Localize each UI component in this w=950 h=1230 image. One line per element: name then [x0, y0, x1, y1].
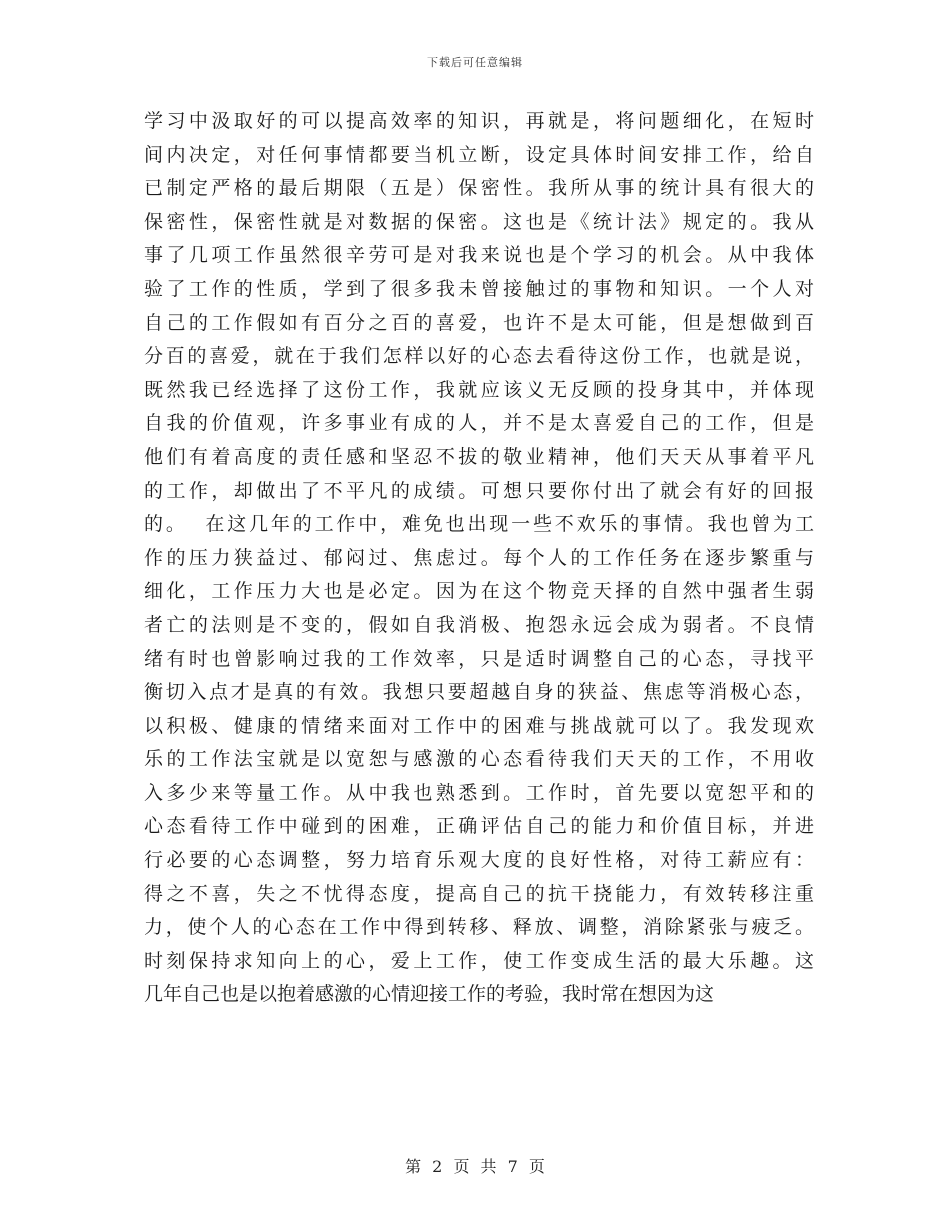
text-line: 得之不喜，失之不忧得态度，提高自己的抗干挠能力，有效转移注重 [144, 882, 814, 905]
text-line: 的工作，却做出了不平凡的成绩。可想只要你付出了就会有好的回报 [144, 479, 814, 502]
page-number: 第 2 页 共 7 页 [405, 1157, 545, 1176]
text-line: 保密性，保密性就是对数据的保密。这也是《统计法》规定的。我从 [144, 210, 814, 233]
text-line: 的。 在这几年的工作中，难免也出现一些不欢乐的事情。我也曾为工 [144, 513, 814, 536]
text-line: 事了几项工作虽然很辛劳可是对我来说也是个学习的机会。从中我体 [144, 244, 814, 267]
text-line: 心态看待工作中碰到的困难，正确评估自己的能力和价值目标，并进 [144, 815, 814, 838]
text-line: 分百的喜爱，就在于我们怎样以好的心态去看待这份工作，也就是说， [144, 345, 814, 368]
text-line: 衡切入点才是真的有效。我想只要超越自身的狭益、焦虑等消极心态， [144, 681, 814, 704]
page-header: 下载后可任意编辑 [427, 56, 523, 69]
text-line: 验了工作的性质，学到了很多我未曾接触过的事物和知识。一个人对 [144, 277, 814, 300]
text-line: 入多少来等量工作。从中我也熟悉到。工作时，首先要以宽恕平和的 [144, 781, 814, 804]
text-line: 以积极、健康的情绪来面对工作中的困难与挑战就可以了。我发现欢 [144, 714, 814, 737]
text-line: 作的压力狭益过、郁闷过、焦虑过。每个人的工作任务在逐步繁重与 [144, 546, 814, 569]
text-line: 间内决定，对任何事情都要当机立断，设定具体时间安排工作，给自 [144, 143, 814, 166]
text-line: 已制定严格的最后期限（五是）保密性。我所从事的统计具有很大的 [144, 177, 814, 200]
text-line: 自己的工作假如有百分之百的喜爱，也许不是太可能，但是想做到百 [144, 311, 814, 334]
text-line: 细化，工作压力大也是必定。因为在这个物竞天择的自然中强者生弱 [144, 580, 814, 603]
text-line: 学习中汲取好的可以提高效率的知识，再就是，将问题细化，在短时 [144, 110, 814, 132]
text-line: 绪有时也曾影响过我的工作效率，只是适时调整自己的心态，寻找平 [144, 647, 814, 670]
text-line: 他们有着高度的责任感和坚忍不拔的敬业精神，他们天天从事着平凡 [144, 445, 814, 468]
text-line: 几年自己也是以抱着感激的心情迎接工作的考验，我时常在想因为这 [144, 983, 715, 1006]
text-line: 时刻保持求知向上的心，爱上工作，使工作变成生活的最大乐趣。这 [144, 949, 814, 972]
text-line: 者亡的法则是不变的，假如自我消极、抱怨永远会成为弱者。不良情 [144, 613, 814, 636]
text-line: 既然我已经选择了这份工作，我就应该义无反顾的投身其中，并体现 [144, 378, 814, 401]
text-line: 乐的工作法宝就是以宽恕与感激的心态看待我们天天的工作，不用收 [144, 748, 814, 771]
text-line: 行必要的心态调整，努力培育乐观大度的良好性格，对待工薪应有： [144, 849, 814, 872]
text-line: 力，使个人的心态在工作中得到转移、释放、调整，消除紧张与疲乏。 [144, 916, 814, 939]
text-line: 自我的价值观，许多事业有成的人，并不是太喜爱自己的工作，但是 [144, 412, 814, 435]
body-text [144, 105, 814, 1012]
